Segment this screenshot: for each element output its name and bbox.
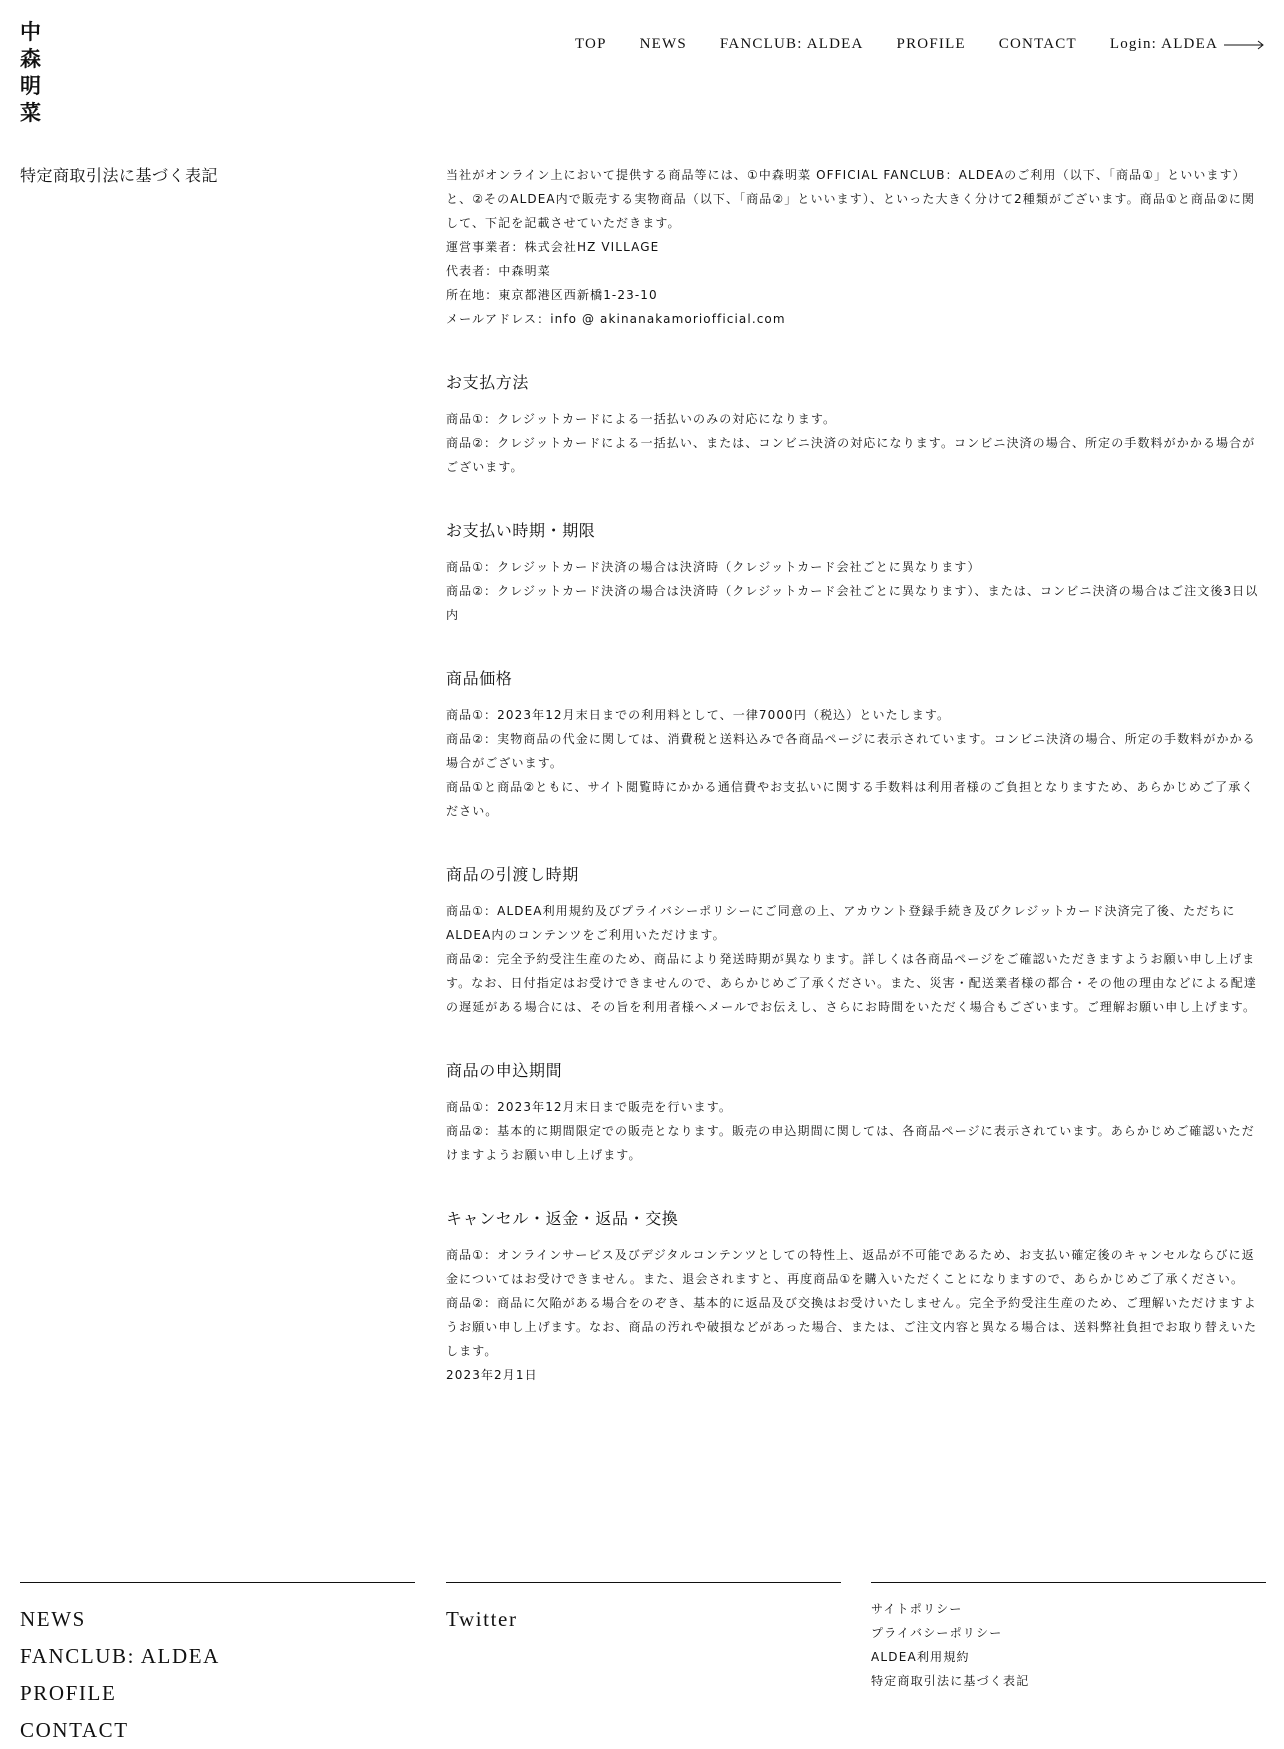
intro-text: 当社がオンライン上において提供する商品等には、①中森明菜 OFFICIAL FANCLUB：ALDEAのご利用（以下、「商品①」といいます）と、②そのALDEA内で販売する実物商品（以下、「商品②」といいます）、といった大きく分けて2種類がございます。商品①と商品②に関して、下記を記載させていただきます。 [446, 168, 1256, 230]
company-address: 所在地：東京都港区西新橋1-23-10 [446, 288, 658, 302]
section-title: お支払い時期・期限 [446, 521, 596, 540]
nav-contact[interactable]: CONTACT [998, 36, 1077, 52]
legal-content [446, 163, 1266, 1387]
footer-link-tokushoho[interactable]: 特定商取引法に基づく表記 [871, 1674, 1030, 1688]
footer-link-twitter[interactable]: Twitter [446, 1607, 518, 1631]
section-application-period [446, 1059, 1266, 1167]
section-payment-timing [446, 519, 1266, 627]
footer-policies [871, 1582, 1266, 1693]
section-line: 商品②：クレジットカードによる一括払い、または、コンビニ決済の対応になります。コンビニ決済の場合、所定の手数料がかかる場合がございます。 [446, 436, 1256, 474]
company-email: メールアドレス：info @ akinanakamoriofficial.com [446, 312, 786, 326]
section-line: 商品①：2023年12月末日までの利用料として、一律7000円（税込）といたします。 [446, 708, 951, 722]
footer-link-privacy-policy[interactable]: プライバシーポリシー [871, 1626, 1003, 1640]
footer-link-news[interactable]: NEWS [20, 1607, 86, 1631]
company-representative: 代表者：中森明菜 [446, 264, 551, 278]
section-title: 商品の引渡し時期 [446, 865, 579, 884]
section-line: 商品①：クレジットカード決済の場合は決済時（クレジットカード会社ごとに異なります） [446, 560, 981, 574]
logo-line-2: 明菜 [20, 73, 49, 125]
section-price [446, 667, 1266, 823]
footer-link-fanclub[interactable]: FANCLUB: ALDEA [20, 1644, 220, 1668]
section-line: 商品②：完全予約受注生産のため、商品により発送時期が異なります。詳しくは各商品ページをご確認いただきますようお願い申し上げます。なお、日付指定はお受けできませんので、あらかじめご了承ください。また、災害・配送業者様の都合・その他の理由などによる配達の遅延がある場合には、その旨を利用者様へメールでお伝えし、さらにお時間をいただく場合もございます。ご理解お願い申し上げます。 [446, 952, 1258, 1014]
section-title: 商品の申込期間 [446, 1061, 563, 1080]
nav-top[interactable]: TOP [574, 36, 607, 52]
footer-link-site-policy[interactable]: サイトポリシー [871, 1602, 963, 1616]
section-line: 商品①と商品②ともに、サイト閲覧時にかかる通信費やお支払いに関する手数料は利用者様のご負担となりますため、あらかじめご了承ください。 [446, 780, 1255, 818]
section-title: お支払方法 [446, 373, 530, 392]
footer-social [446, 1582, 841, 1638]
section-line: 商品②：実物商品の代金に関しては、消費税と送料込みで各商品ページに表示されています。コンビニ決済の場合、所定の手数料がかかる場合がございます。 [446, 732, 1256, 770]
effective-date: 2023年2月1日 [446, 1368, 538, 1382]
section-line: 商品②：基本的に期間限定での販売となります。販売の申込期間に関しては、各商品ページに表示されています。あらかじめご確認いただけますようお願い申し上げます。 [446, 1124, 1255, 1162]
footer-link-terms[interactable]: ALDEA利用規約 [871, 1650, 970, 1664]
global-nav [575, 36, 1264, 53]
section-line: 商品①：ALDEA利用規約及びプライバシーポリシーにご同意の上、アカウント登録手続き及びクレジットカード決済完了後、ただちにALDEA内のコンテンツをご利用いただけます。 [446, 904, 1236, 942]
section-line: 商品①：オンラインサービス及びデジタルコンテンツとしての特性上、返品が不可能であるため、お支払い確定後のキャンセルならびに返金についてはお受けできません。また、退会されますと、再度商品①を購入いただくことになりますので、あらかじめご了承ください。 [446, 1248, 1255, 1286]
logo-line-1: 中森 [20, 19, 49, 71]
section-cancellation [446, 1207, 1266, 1363]
company-info [446, 235, 1266, 331]
nav-news[interactable]: NEWS [639, 36, 687, 52]
section-payment-method [446, 371, 1266, 479]
footer-nav [20, 1582, 415, 1749]
section-line: 商品②：商品に欠陥がある場合をのぞき、基本的に返品及び交換はお受けいたしません。完全予約受注生産のため、ご理解いただけますようお願い申し上げます。なお、商品の汚れや破損などがあった場合、または、ご注文内容と異なる場合は、送料弊社負担でお取り替えいたします。 [446, 1296, 1258, 1358]
section-title: 商品価格 [446, 669, 513, 688]
section-delivery [446, 863, 1266, 1019]
company-operator: 運営事業者：株式会社HZ VILLAGE [446, 240, 660, 254]
nav-login[interactable] [1110, 36, 1264, 53]
section-line: 商品①：クレジットカードによる一括払いのみの対応になります。 [446, 412, 837, 426]
footer-link-contact[interactable]: CONTACT [20, 1718, 129, 1742]
site-logo[interactable] [20, 18, 76, 126]
section-line: 商品②：クレジットカード決済の場合は決済時（クレジットカード会社ごとに異なります）、または、コンビニ決済の場合はご注文後3日以内 [446, 584, 1259, 622]
section-title: キャンセル・返金・返品・交換 [446, 1209, 679, 1228]
nav-profile[interactable]: PROFILE [896, 36, 966, 52]
nav-fanclub[interactable]: FANCLUB: ALDEA [719, 36, 864, 52]
section-line: 商品①：2023年12月末日まで販売を行います。 [446, 1100, 733, 1114]
footer-link-profile[interactable]: PROFILE [20, 1681, 117, 1705]
long-arrow-right-icon [1224, 40, 1264, 50]
nav-login-label: Login: ALDEA [1109, 36, 1218, 52]
page-title: 特定商取引法に基づく表記 [20, 166, 219, 185]
